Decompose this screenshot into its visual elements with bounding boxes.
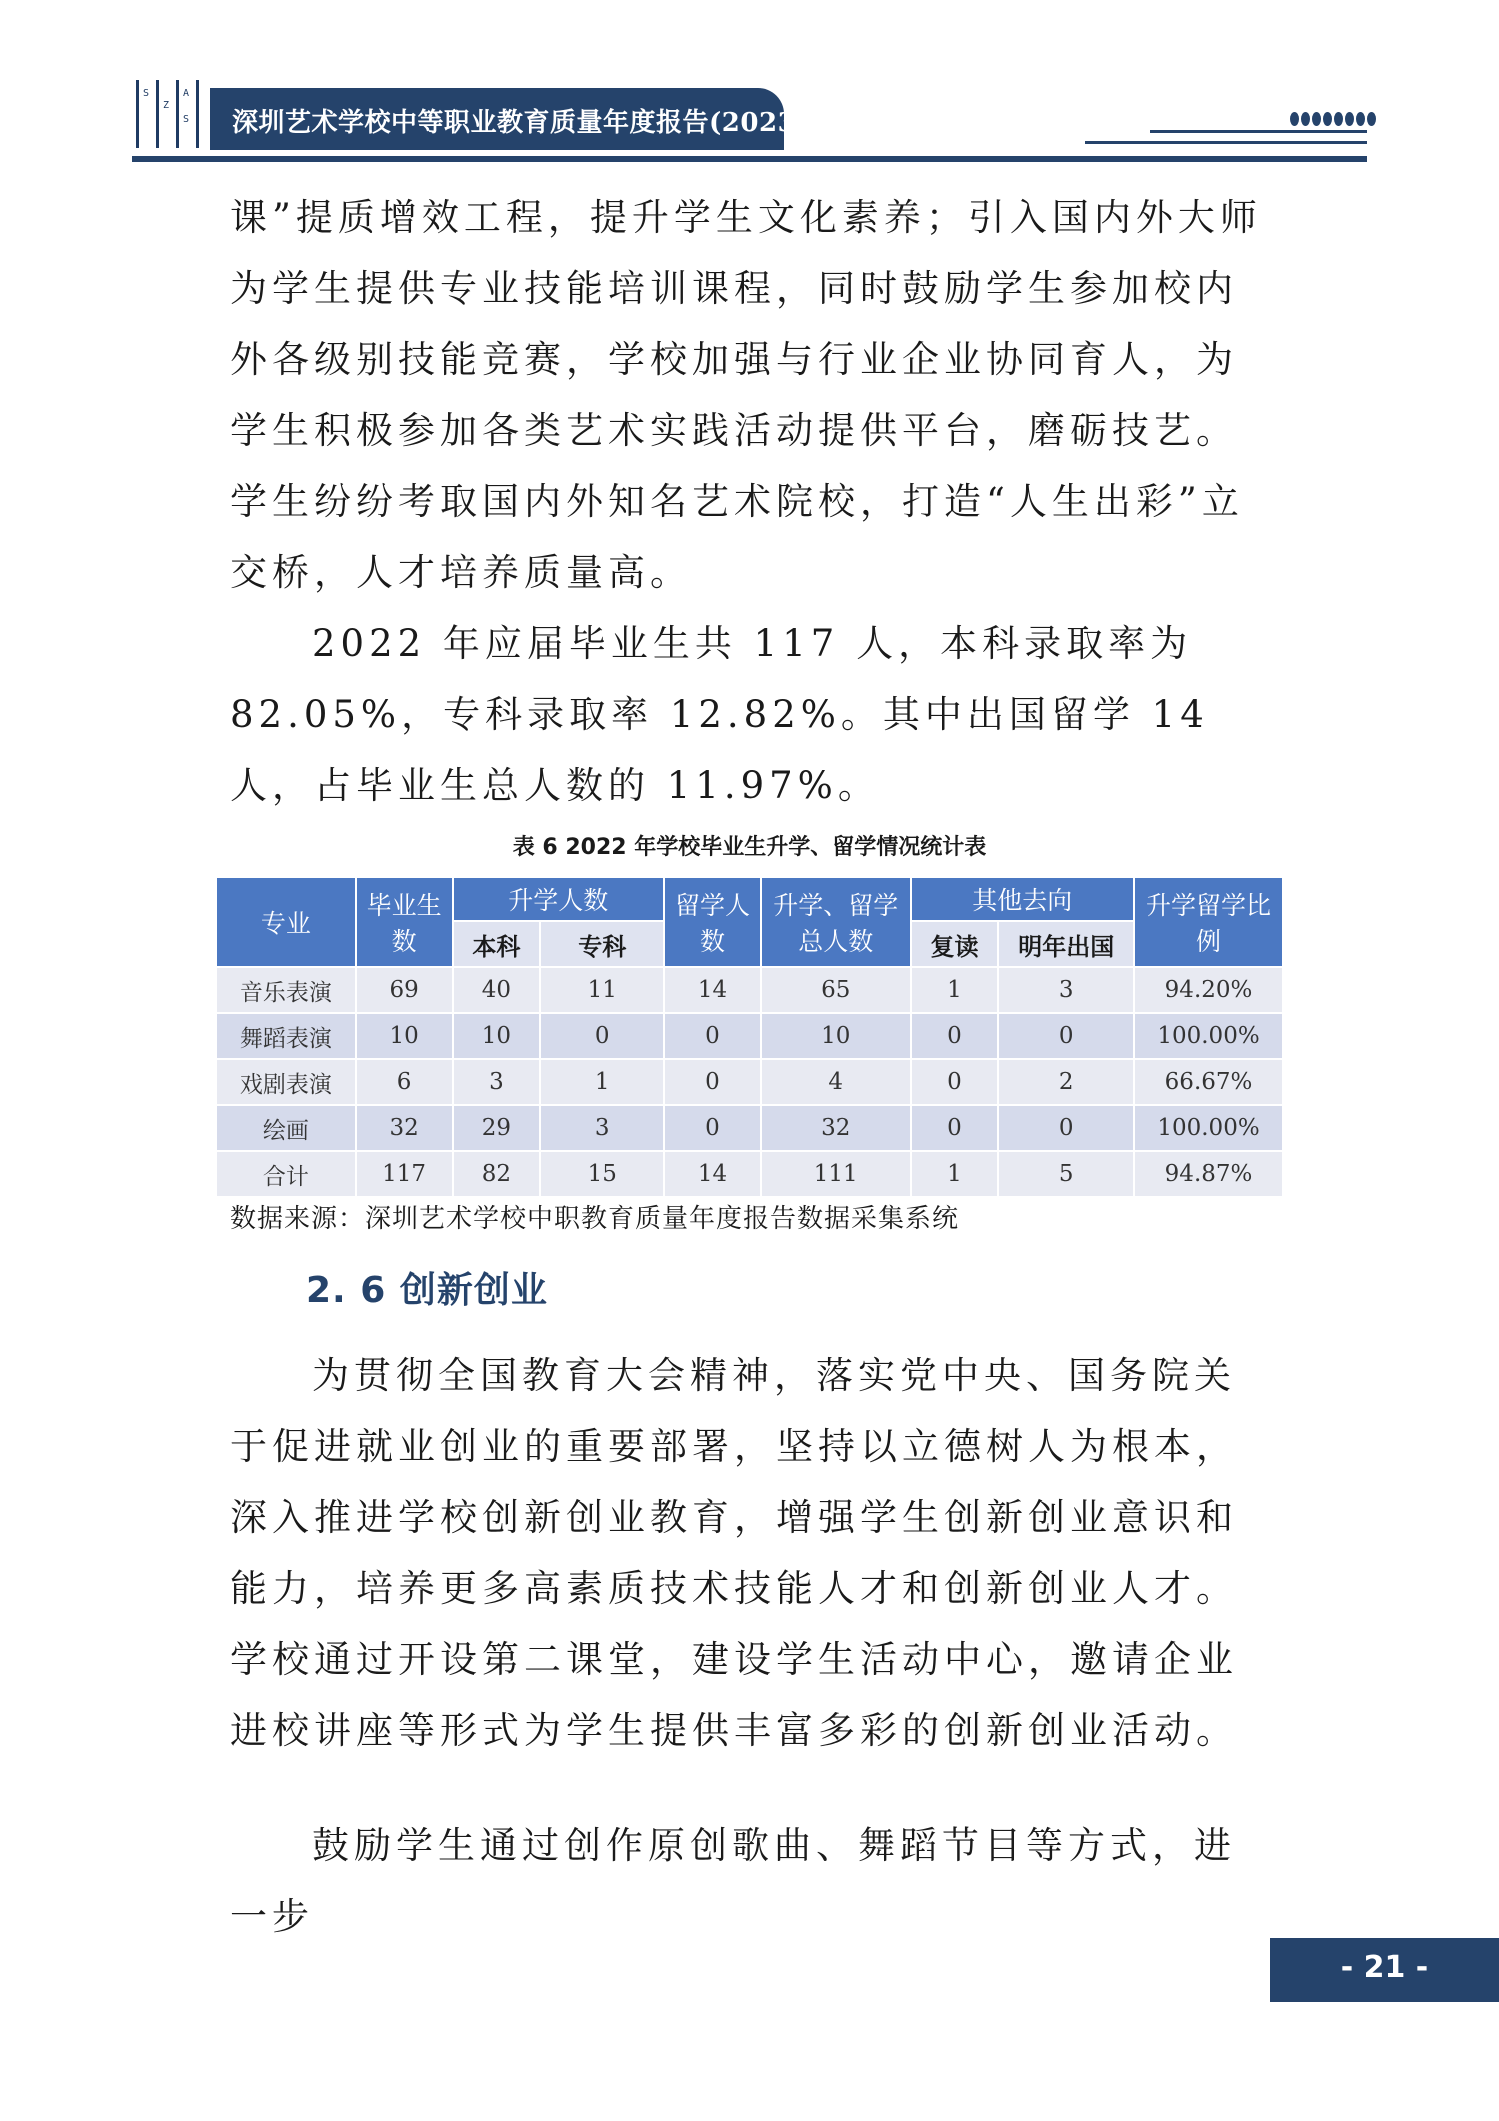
logo-letter: Z xyxy=(163,100,170,111)
header-study-abroad: 留学人数 xyxy=(664,877,761,967)
cell-ratio: 66.67% xyxy=(1134,1059,1283,1105)
cell-undergraduate: 82 xyxy=(453,1151,541,1197)
cell-repeat: 0 xyxy=(911,1013,999,1059)
paragraph-talent-training: 课”提质增效工程，提升学生文化素养；引入国内外大师为学生提供专业技能培训课程，同时鼓励学生参加校内外各级别技能竞赛，学校加强与行业企业协同育人，为学生积极参加各类艺术实践活动提供平台，磨砺技艺。学生纷纷考取国内外知名艺术院校，打造“人生出彩”立交桥，人才培养质量高。 xyxy=(230,196,1262,594)
header-rule-thin xyxy=(1150,130,1367,133)
cell-total: 65 xyxy=(761,967,911,1013)
cell-graduates: 32 xyxy=(356,1105,453,1151)
page-header xyxy=(0,0,1499,180)
logo-letter: S xyxy=(143,88,150,99)
cell-study-abroad: 0 xyxy=(664,1105,761,1151)
header-rule xyxy=(132,156,1367,162)
logo-letter: A xyxy=(183,88,190,99)
cell-next-year-abroad: 0 xyxy=(998,1105,1134,1151)
cell-undergraduate: 29 xyxy=(453,1105,541,1151)
cell-graduates: 10 xyxy=(356,1013,453,1059)
data-source-note: 数据来源：深圳艺术学校中职教育质量年度报告数据采集系统 xyxy=(230,1204,960,1234)
cell-study-abroad: 0 xyxy=(664,1013,761,1059)
cell-total: 32 xyxy=(761,1105,911,1151)
header-other-destinations: 其他去向 xyxy=(911,877,1134,921)
report-title-tab xyxy=(210,88,809,150)
cell-study-abroad: 14 xyxy=(664,967,761,1013)
report-title: 深圳艺术学校中等职业教育质量年度报告(2023) xyxy=(232,108,809,138)
header-next-year-abroad: 明年出国 xyxy=(998,921,1134,967)
table-row xyxy=(216,967,1283,1013)
table-row-total xyxy=(216,1151,1283,1197)
cell-next-year-abroad: 2 xyxy=(998,1059,1134,1105)
cell-junior-college: 15 xyxy=(540,1151,664,1197)
header-repeat: 复读 xyxy=(911,921,999,967)
cell-junior-college: 3 xyxy=(540,1105,664,1151)
table-row xyxy=(216,1013,1283,1059)
header-undergraduate: 本科 xyxy=(453,921,541,967)
cell-graduates: 117 xyxy=(356,1151,453,1197)
graduate-stats-table xyxy=(215,876,1284,1198)
cell-junior-college: 0 xyxy=(540,1013,664,1059)
cell-undergraduate: 10 xyxy=(453,1013,541,1059)
cell-repeat: 0 xyxy=(911,1105,999,1151)
paragraph-graduate-stats: 2022 年应届毕业生共 117 人，本科录取率为 82.05%，专科录取率 12.82%。其中出国留学 14 人，占毕业生总人数的 11.97%。 xyxy=(230,622,1209,807)
header-total: 升学、留学总人数 xyxy=(761,877,911,967)
header-further-study: 升学人数 xyxy=(453,877,665,921)
cell-repeat: 1 xyxy=(911,967,999,1013)
page-number-badge xyxy=(1270,1938,1499,2002)
header-major: 专业 xyxy=(216,877,356,967)
table-row xyxy=(216,1105,1283,1151)
section-heading: 2. 6 创新创业 xyxy=(306,1270,548,1311)
cell-total: 111 xyxy=(761,1151,911,1197)
cell-major: 合计 xyxy=(216,1151,356,1197)
cell-graduates: 69 xyxy=(356,967,453,1013)
cell-ratio: 100.00% xyxy=(1134,1105,1283,1151)
cell-ratio: 100.00% xyxy=(1134,1013,1283,1059)
table-row xyxy=(216,1059,1283,1105)
cell-repeat: 0 xyxy=(911,1059,999,1105)
cell-major: 绘画 xyxy=(216,1105,356,1151)
header-graduates: 毕业生数 xyxy=(356,877,453,967)
header-junior-college: 专科 xyxy=(540,921,664,967)
cell-junior-college: 1 xyxy=(540,1059,664,1105)
cell-major: 音乐表演 xyxy=(216,967,356,1013)
cell-next-year-abroad: 5 xyxy=(998,1151,1134,1197)
page-number: - 21 - xyxy=(1340,1950,1429,1985)
cell-junior-college: 11 xyxy=(540,967,664,1013)
paragraph-encourage: 鼓励学生通过创作原创歌曲、舞蹈节目等方式，进一步 xyxy=(230,1824,1236,1938)
cell-major: 舞蹈表演 xyxy=(216,1013,356,1059)
cell-ratio: 94.87% xyxy=(1134,1151,1283,1197)
header-rule-mid xyxy=(1085,141,1367,144)
school-logo xyxy=(136,80,204,148)
logo-letter: S xyxy=(183,114,190,125)
table-caption: 表 6 2022 年学校毕业生升学、留学情况统计表 xyxy=(512,835,987,860)
cell-total: 4 xyxy=(761,1059,911,1105)
cell-study-abroad: 0 xyxy=(664,1059,761,1105)
cell-repeat: 1 xyxy=(911,1151,999,1197)
header-ratio: 升学留学比例 xyxy=(1134,877,1283,967)
decorative-dots xyxy=(1290,112,1376,126)
cell-next-year-abroad: 3 xyxy=(998,967,1134,1013)
cell-undergraduate: 3 xyxy=(453,1059,541,1105)
paragraph-innovation: 为贯彻全国教育大会精神，落实党中央、国务院关于促进就业创业的重要部署，坚持以立德树人为根本，深入推进学校创新创业教育，增强学生创新创业意识和能力，培养更多高素质技术技能人才和创新创业人才。学校通过开设第二课堂，建设学生活动中心，邀请企业进校讲座等形式为学生提供丰富多彩的创新创业活动。 xyxy=(230,1354,1238,1752)
cell-total: 10 xyxy=(761,1013,911,1059)
cell-study-abroad: 14 xyxy=(664,1151,761,1197)
cell-next-year-abroad: 0 xyxy=(998,1013,1134,1059)
cell-graduates: 6 xyxy=(356,1059,453,1105)
cell-undergraduate: 40 xyxy=(453,967,541,1013)
cell-major: 戏剧表演 xyxy=(216,1059,356,1105)
cell-ratio: 94.20% xyxy=(1134,967,1283,1013)
